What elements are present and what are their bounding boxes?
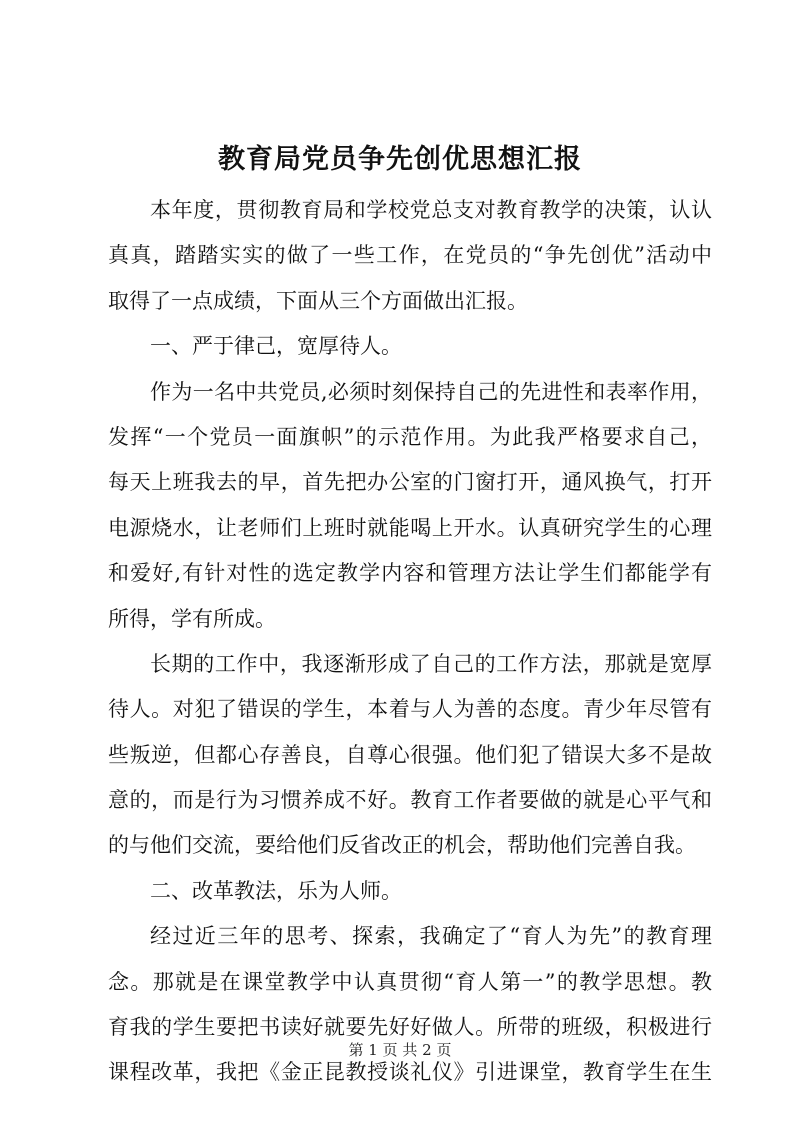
paragraph-line: 的与他们交流，要给他们反省改正的机会，帮助他们完善自我。 [108, 833, 696, 858]
paragraph-line: 真真，踏踏实实的做了一些工作，在党员的“争先创优”活动中 [108, 243, 712, 268]
paragraph-line: 所得，学有所成。 [108, 606, 276, 631]
paragraph-line: 课程改革，我把《金正昆教授谈礼仪》引进课堂，教育学生在生 [108, 1060, 712, 1085]
paragraph-line: 作为一名中共党员,必须时刻保持自己的先进性和表率作用， [150, 379, 712, 404]
paragraph-line: 和爱好,有针对性的选定教学内容和管理方法让学生们都能学有 [108, 561, 712, 586]
paragraph-line: 经过近三年的思考、探索，我确定了“育人为先”的教育理 [150, 924, 712, 949]
paragraph-line: 每天上班我去的早，首先把办公室的门窗打开，通风换气，打开 [108, 470, 712, 495]
document-body [108, 188, 712, 1096]
paragraph-line: 本年度，贯彻教育局和学校党总支对教育教学的决策，认认 [150, 198, 712, 222]
paragraph-line: 取得了一点成绩，下面从三个方面做出汇报。 [108, 288, 528, 313]
section-heading: 二、改革教法，乐为人师。 [150, 878, 402, 903]
paragraph-line: 念。那就是在课堂教学中认真贯彻“育人第一”的教学思想。教 [108, 969, 712, 994]
paragraph-line: 发挥“一个党员一面旗帜”的示范作用。为此我严格要求自己， [108, 424, 712, 449]
paragraph-line: 电源烧水，让老师们上班时就能喝上开水。认真研究学生的心理 [108, 515, 712, 540]
page-footer: 第 1 页 共 2 页 [348, 1041, 452, 1059]
paragraph-line: 长期的工作中，我逐渐形成了自己的工作方法，那就是宽厚 [150, 651, 712, 676]
paragraph-line: 待人。对犯了错误的学生，本着与人为善的态度。青少年尽管有 [108, 697, 712, 722]
document-title: 教育局党员争先创优思想汇报 [218, 144, 582, 175]
paragraph-line: 育我的学生要把书读好就要先好好做人。所带的班级，积极进行 [108, 1015, 712, 1040]
section-heading: 一、严于律己，宽厚待人。 [150, 334, 402, 359]
paragraph-line: 意的，而是行为习惯养成不好。教育工作者要做的就是心平气和 [108, 788, 712, 813]
paragraph-line: 些叛逆，但都心存善良，自尊心很强。他们犯了错误大多不是故 [108, 742, 712, 767]
